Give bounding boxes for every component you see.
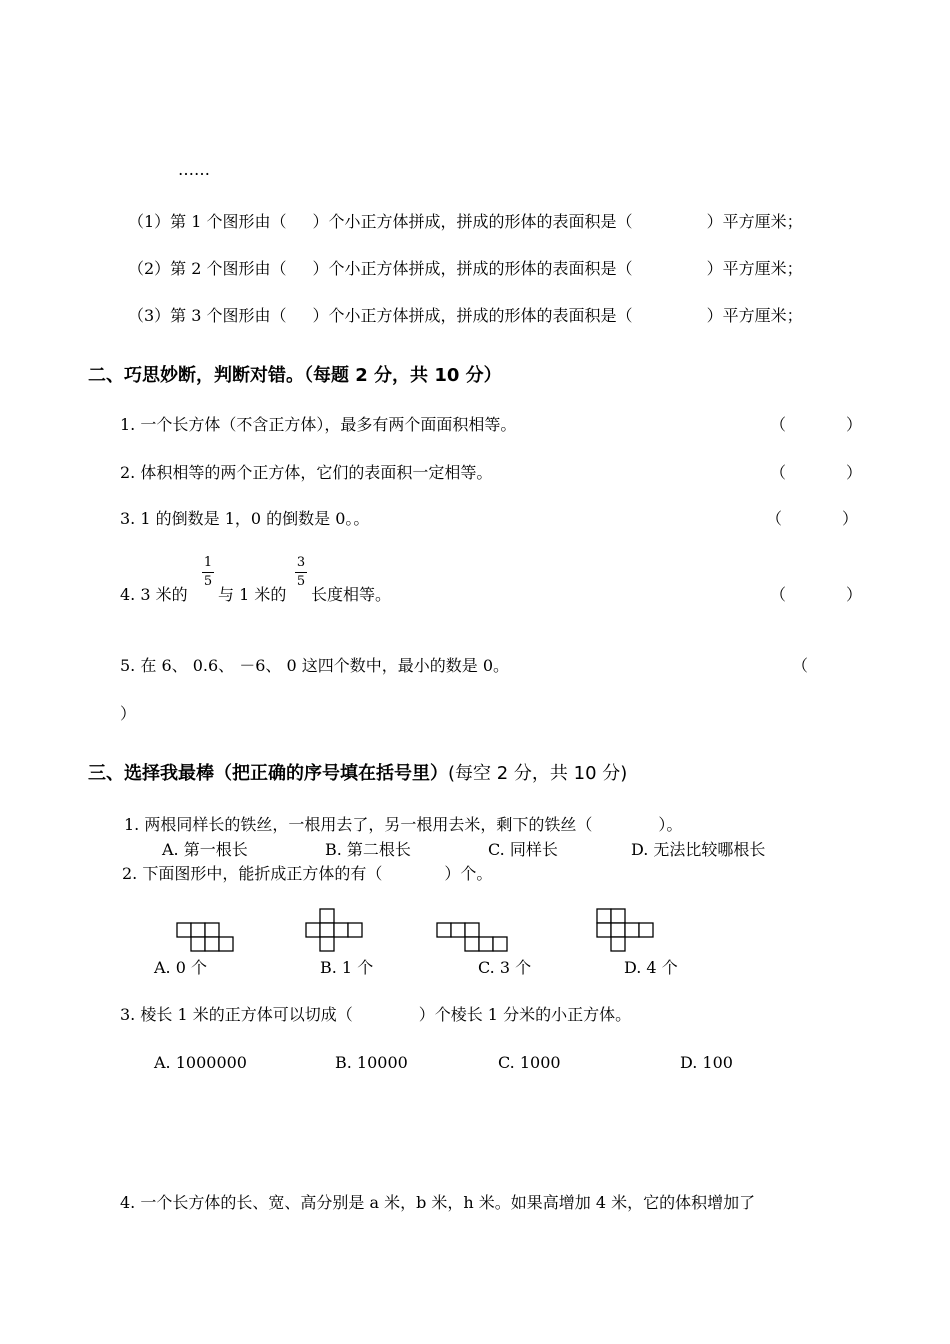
choice-question-1: 1. 两根同样长的铁丝，一根用去了，另一根用去米，剩下的铁丝（ ）。 bbox=[124, 815, 683, 834]
q2-option-c[interactable]: C. 3 个 bbox=[478, 958, 532, 977]
q2-option-b[interactable]: B. 1 个 bbox=[320, 958, 374, 977]
section2-heading: 二、巧思妙断，判断对错。（每题 2 分，共 10 分） bbox=[88, 365, 502, 386]
answer-bracket-open[interactable]: （ bbox=[792, 656, 809, 675]
answer-bracket-close[interactable]: ） bbox=[846, 415, 863, 434]
choice-question-4: 4. 一个长方体的长、宽、高分别是 a 米，b 米，h 米。如果高增加 4 米，它的体积增加了 bbox=[120, 1193, 756, 1212]
answer-bracket-open[interactable]: （ bbox=[766, 509, 783, 528]
judge-item-1: 1. 一个长方体（不含正方体），最多有两个面面积相等。 bbox=[120, 415, 517, 434]
part1-line-1: （1）第 1 个图形由（ ）个小正方体拼成，拼成的形体的表面积是（ ）平方厘米； bbox=[128, 212, 803, 231]
ellipsis: …… bbox=[178, 160, 210, 179]
judge-item-3: 3. 1 的倒数是 1，0 的倒数是 0。。 bbox=[120, 509, 370, 528]
cube-net-d-figure bbox=[596, 908, 658, 954]
q3-option-b[interactable]: B. 10000 bbox=[335, 1053, 408, 1072]
answer-bracket-open[interactable]: （ bbox=[770, 415, 787, 434]
q1-option-a[interactable]: A. 第一根长 bbox=[162, 840, 248, 859]
q3-option-d[interactable]: D. 100 bbox=[680, 1053, 733, 1072]
cube-net-b-figure bbox=[305, 908, 367, 954]
answer-bracket-close[interactable]: ） bbox=[120, 704, 137, 723]
section3-heading: 三、选择我最棒（把正确的序号填在括号里）(每空 2 分，共 10 分) bbox=[88, 763, 628, 784]
q3-option-c[interactable]: C. 1000 bbox=[498, 1053, 561, 1072]
cube-net-c-figure bbox=[436, 922, 510, 954]
q1-option-b[interactable]: B. 第二根长 bbox=[325, 840, 411, 859]
cube-net-a-figure bbox=[176, 922, 236, 954]
choice-question-2: 2. 下面图形中，能折成正方体的有（ ）个。 bbox=[122, 864, 493, 883]
q3-option-a[interactable]: A. 1000000 bbox=[154, 1053, 247, 1072]
answer-bracket-close[interactable]: ） bbox=[846, 463, 863, 482]
fraction-3-5: 3 5 bbox=[296, 555, 306, 589]
q2-option-a[interactable]: A. 0 个 bbox=[154, 958, 207, 977]
choice-question-3: 3. 棱长 1 米的正方体可以切成（ ）个棱长 1 分米的小正方体。 bbox=[120, 1005, 632, 1024]
q1-option-c[interactable]: C. 同样长 bbox=[488, 840, 558, 859]
answer-bracket-close[interactable]: ） bbox=[846, 585, 863, 604]
answer-bracket-open[interactable]: （ bbox=[770, 463, 787, 482]
judge-item-2: 2. 体积相等的两个正方体，它们的表面积一定相等。 bbox=[120, 463, 493, 482]
q2-option-d[interactable]: D. 4 个 bbox=[624, 958, 678, 977]
part1-line-2: （2）第 2 个图形由（ ）个小正方体拼成，拼成的形体的表面积是（ ）平方厘米； bbox=[128, 259, 803, 278]
answer-bracket-open[interactable]: （ bbox=[770, 585, 787, 604]
judge-item-5: 5. 在 6、 0.6、 －6、 0 这四个数中，最小的数是 0。 bbox=[120, 656, 510, 675]
answer-bracket-close[interactable]: ） bbox=[842, 509, 859, 528]
q1-option-d[interactable]: D. 无法比较哪根长 bbox=[631, 840, 766, 859]
fraction-1-5: 1 5 bbox=[203, 555, 213, 589]
part1-line-3: （3）第 3 个图形由（ ）个小正方体拼成，拼成的形体的表面积是（ ）平方厘米； bbox=[128, 306, 803, 325]
